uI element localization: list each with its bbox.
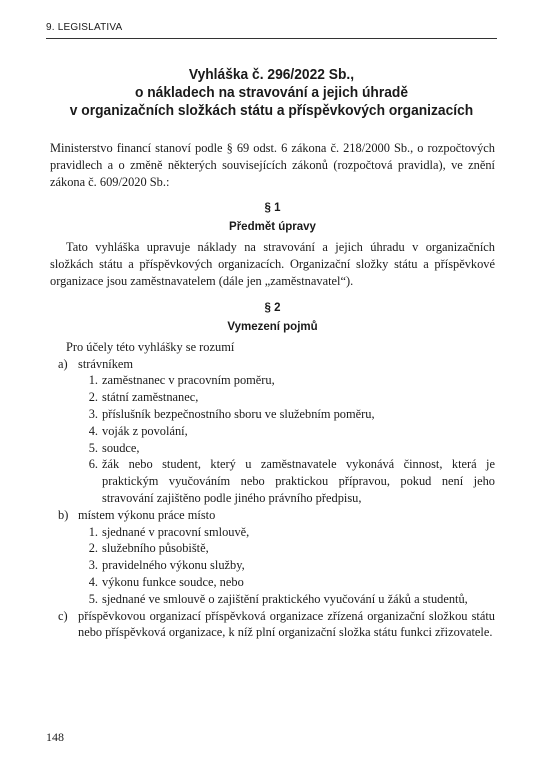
item-text: voják z povolání, [102, 423, 188, 438]
list-item [78, 456, 495, 506]
item-number: 4. [88, 423, 98, 438]
item-number: 4. [88, 574, 98, 589]
item-letter: c) [58, 608, 68, 623]
sublist [78, 524, 495, 608]
item-number: 6. [88, 457, 98, 472]
item-letter: b) [58, 507, 69, 522]
list-item [78, 557, 495, 574]
definition-item-b [50, 507, 495, 608]
item-number: 3. [88, 558, 98, 573]
section-1-title: Předmět úpravy [229, 221, 316, 234]
list-item [78, 372, 495, 389]
item-text: žák nebo student, který u zaměstnavatele vykonává činnost, která je praktickým vyučováním nebo praktickou přípravou, pokud není jeho stravování zajištěno podle jiného právního předpisu, [102, 457, 495, 505]
item-text: místem výkonu práce místo [78, 507, 216, 522]
item-number: 1. [88, 373, 98, 388]
item-text: příslušník bezpečnostního sboru ve služebním poměru, [102, 406, 375, 421]
item-text: pravidelného výkonu služby, [102, 558, 245, 573]
header-rule [46, 38, 497, 39]
list-item [78, 574, 495, 591]
sublist [78, 372, 495, 506]
preamble: Ministerstvo financí stanoví podle § 69 odst. 6 zákona č. 218/2000 Sb., o rozpočtových pravidlech a o změně některých souvisejících zákonů (rozpočtová pravidla), ve znění zákona č. 609/2020 Sb.: [50, 141, 495, 189]
item-number: 5. [88, 440, 98, 455]
list-item [78, 524, 495, 541]
item-text: zaměstnanec v pracovním poměru, [102, 373, 275, 388]
title-line: Vyhláška č. 296/2022 Sb., [188, 66, 355, 83]
title-line: o nákladech na stravování a jejich úhradě [134, 84, 409, 101]
definition-item-a [50, 356, 495, 507]
list-item [78, 389, 495, 406]
list-item [78, 406, 495, 423]
item-text: soudce, [102, 440, 140, 455]
item-text: služebního působiště, [102, 541, 209, 556]
section-1-number: § 1 [264, 202, 281, 215]
item-letter: a) [58, 356, 68, 371]
running-head: 9. LEGISLATIVA [46, 22, 123, 33]
section-2-title: Vymezení pojmů [227, 320, 318, 333]
page-number: 148 [46, 730, 64, 744]
item-text: výkonu funkce soudce, nebo [102, 574, 244, 589]
section-2-number: § 2 [264, 301, 281, 314]
list-item [78, 591, 495, 608]
item-text: příspěvkovou organizací příspěvková organizace zřízená organizační složkou státu nebo příspěvková organizace, k níž plní organizační složka státu funkci zřizovatele. [78, 608, 495, 640]
item-number: 3. [88, 406, 98, 421]
section-1-text: Tato vyhláška upravuje náklady na stravování a jejich úhradu v organizačních složkách státu a příspěvkových organizacích. Organizační složky státu a příspěvkové organizace jsou zaměstnavatelem (dále jen „zaměstnavatel“). [50, 240, 495, 288]
item-number: 1. [88, 524, 98, 539]
item-number: 2. [88, 541, 98, 556]
section-2-lead: Pro účely této vyhlášky se rozumí [66, 339, 235, 354]
document-body [50, 140, 495, 641]
item-number: 2. [88, 390, 98, 405]
item-text: strávníkem [78, 356, 134, 371]
title-line: v organizačních složkách státu a příspěvkových organizacích [69, 102, 474, 119]
item-text: sjednané v pracovní smlouvě, [102, 524, 250, 539]
item-number: 5. [88, 591, 98, 606]
definition-item-c [50, 608, 495, 642]
list-item [78, 423, 495, 440]
list-item [78, 440, 495, 457]
list-item [78, 540, 495, 557]
item-text: sjednané ve smlouvě o zajištění praktického vyučování u žáků a studentů, [102, 591, 468, 606]
document-title [64, 66, 479, 120]
item-text: státní zaměstnanec, [102, 390, 199, 405]
